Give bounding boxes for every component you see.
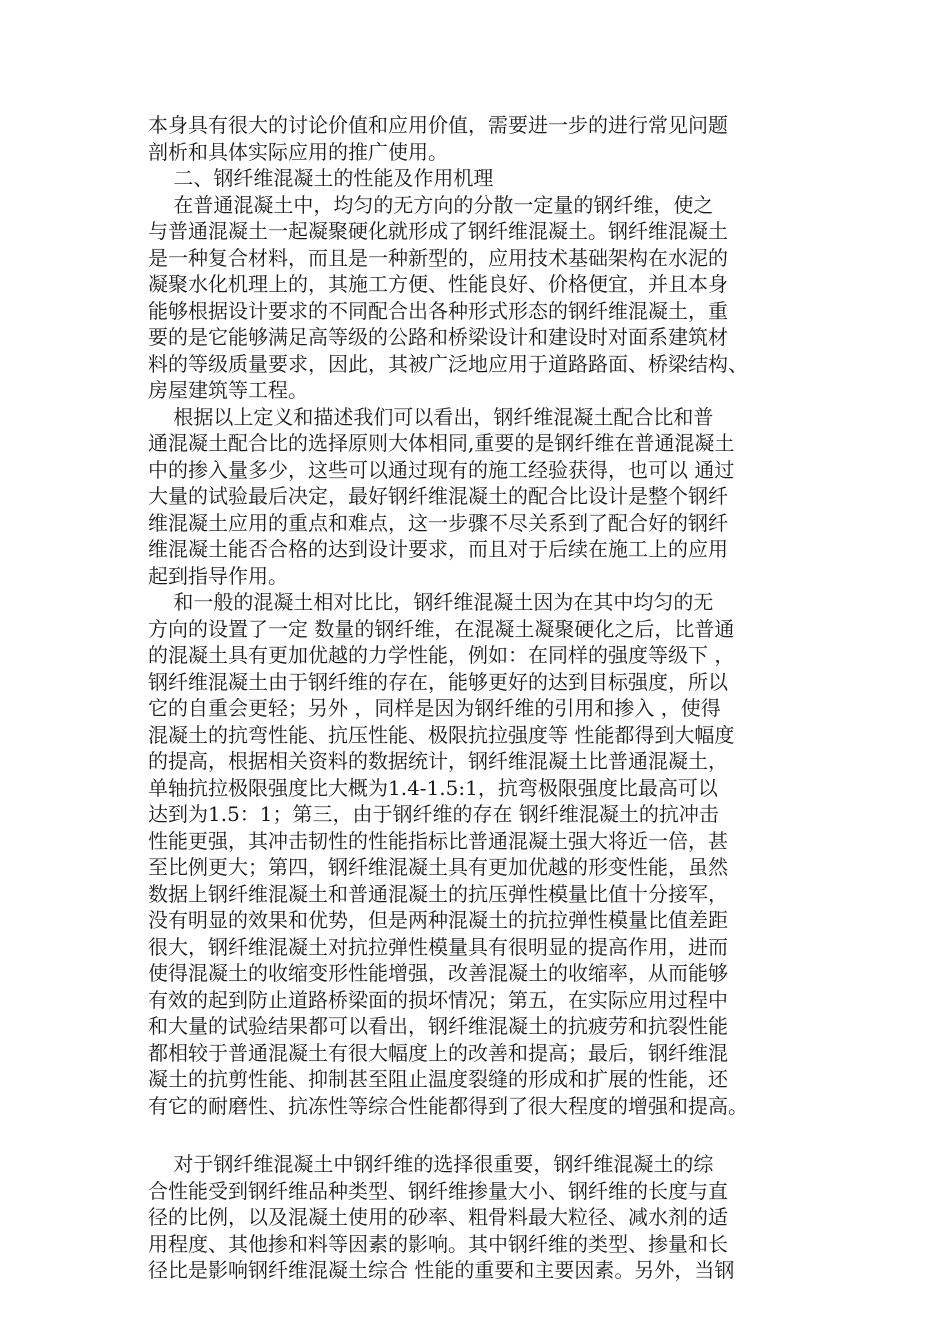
paragraph-definition <box>148 192 808 404</box>
text-line: 混凝土的抗弯性能、抗压性能、极限抗拉强度等 性能都得到大幅度 <box>148 722 735 747</box>
text-line: 径的比例，以及混凝土使用的砂率、粗骨料最大粒径、减水剂的适 <box>148 1205 728 1229</box>
text-line: 都相较于普通混凝土有很大幅度上的改善和提高；最后，钢纤维混 <box>148 1040 728 1065</box>
text-line: 是一种复合材料，而且是一种新型的，应用技术基础架构在水泥的 <box>148 245 728 270</box>
intro-paragraph <box>148 112 808 165</box>
text-line: 剖析和具体实际应用的推广使用。 <box>148 139 448 164</box>
paragraph-fiber-selection <box>148 1151 808 1284</box>
text-line: 的混凝土具有更加优越的力学性能，例如：在同样的强度等级下 ， <box>148 643 735 667</box>
text-line: 数据上钢纤维混凝土和普通混凝土的抗压弹性模量比值十分接军， <box>148 881 728 906</box>
text-line: 钢纤维混凝土由于钢纤维的存在，能够更好的达到目标强度，所以 <box>148 669 728 694</box>
text-line: 方向的设置了一定 数量的钢纤维，在混凝土凝聚硬化之后，比普通 <box>148 616 735 641</box>
text-line: 没有明显的效果和优势，但是两种混凝土的抗拉弹性模量比值差距 <box>148 908 728 932</box>
text-line: 凝土的抗剪性能、抑制甚至阻止温度裂缝的形成和扩展的性能，还 <box>148 1067 728 1091</box>
text-line: 维混凝土应用的重点和难点，这一步骤不尽关系到了配合好的钢纤 <box>148 510 728 535</box>
text-line: 很大，钢纤维混凝土对抗拉弹性模量具有很明显的提高作用，进而 <box>148 934 728 959</box>
text-line: 单轴抗拉极限强度比大概为1.4-1.5:1，抗弯极限强度比最高可以 <box>148 775 718 800</box>
text-line: 通混凝土配合比的选择原则大体相同,重要的是钢纤维在普通混凝土 <box>148 431 735 455</box>
text-line: 与普通混凝土一起凝聚硬化就形成了钢纤维混凝土。钢纤维混凝土 <box>148 219 728 243</box>
paragraph-performance <box>148 589 808 1119</box>
text-line: 和一般的混凝土相对比比，钢纤维混凝土因为在其中均匀的无 <box>148 590 714 614</box>
text-line: 根据以上定义和描述我们可以看出，钢纤维混凝土配合比和普 <box>148 404 714 429</box>
document-body <box>148 112 808 1284</box>
text-line: 使得混凝土的收缩变形性能增强，改善混凝土的收缩率，从而能够 <box>148 961 728 985</box>
text-line: 起到指导作用。 <box>148 563 288 588</box>
text-line: 有效的起到防止道路桥梁面的损坏情况；第五，在实际应用过程中 <box>148 987 728 1012</box>
text-line: 径比是影响钢纤维混凝土综合 性能的重要和主要因素。另外，当钢 <box>148 1258 735 1282</box>
text-line: 料的等级质量要求，因此，其被广泛地应用于道路路面、桥梁结构、 <box>148 351 748 376</box>
text-line: 合性能受到钢纤维品种类型、钢纤维掺量大小、钢纤维的长度与直 <box>148 1178 728 1203</box>
paragraph-mix-ratio <box>148 404 808 590</box>
text-line: 维混凝土能否合格的达到设计要求，而且对于后续在施工上的应用 <box>148 537 728 561</box>
text-line: 有它的耐磨性、抗冻性等综合性能都得到了很大程度的增强和提高。 <box>148 1093 748 1118</box>
text-line: 房屋建筑等工程。 <box>148 378 308 402</box>
section-heading: 二、钢纤维混凝土的性能及作用机理 <box>148 166 494 190</box>
text-line: 至比例更大；第四，钢纤维混凝土具有更加优越的形变性能，虽然 <box>148 855 728 879</box>
text-line: 要的是它能够满足高等级的公路和桥梁设计和建设时对面系建筑材 <box>148 325 728 349</box>
text-line: 性能更强，其冲击韧性的性能指标比普通混凝土强大将近一倍，甚 <box>148 828 728 853</box>
text-line: 本身具有很大的讨论价值和应用价值，需要进一步的进行常见问题 <box>148 113 728 137</box>
text-line: 对于钢纤维混凝土中钢纤维的选择很重要，钢纤维混凝土的综 <box>148 1152 714 1176</box>
text-line: 它的自重会更轻；另外 ，同样是因为钢纤维的引用和掺入 ，使得 <box>148 696 721 720</box>
text-line: 用程度、其他掺和料等因素的影响。其中钢纤维的类型、掺量和长 <box>148 1231 728 1256</box>
text-line: 凝聚水化机理上的，其施工方便、性能良好、价格便宜，并且本身 <box>148 272 728 296</box>
text-line: 和大量的试验结果都可以看出，钢纤维混凝土的抗疲劳和抗裂性能 <box>148 1014 728 1038</box>
text-line: 中的掺入量多少，这些可以通过现有的施工经验获得，也可以 通过 <box>148 457 735 482</box>
text-line: 大量的试验最后决定，最好钢纤维混凝土的配合比设计是整个钢纤 <box>148 484 728 508</box>
text-line: 达到为1.5：1；第三，由于钢纤维的存在 钢纤维混凝土的抗冲击 <box>148 802 719 826</box>
text-line: 的提高，根据相关资料的数据统计，钢纤维混凝土比普通混凝土， <box>148 749 728 773</box>
text-line: 能够根据设计要求的不同配合出各种形式形态的钢纤维混凝土，重 <box>148 298 728 323</box>
text-line: 在普通混凝土中，均匀的无方向的分散一定量的钢纤维，使之 <box>148 192 714 217</box>
paragraph-spacer <box>148 1119 808 1151</box>
